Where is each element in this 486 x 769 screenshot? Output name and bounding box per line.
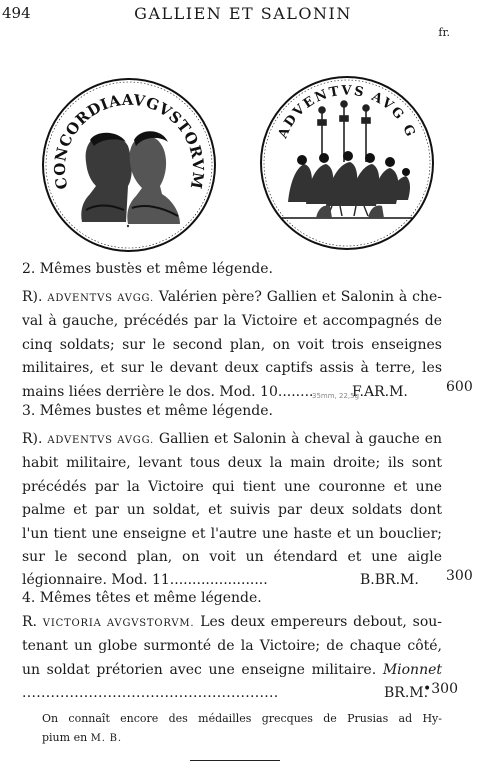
footnote <box>42 709 442 748</box>
footnote-line-1: On connaît encore des médailles grecques de Prusias ad Hy- <box>42 712 442 725</box>
entry-3-line-6: sur le second plan, on voit un étendard et une aigle <box>22 549 442 566</box>
entry-2-last-line: mains liées derrière le dos. Mod. 10........ <box>22 383 314 400</box>
coin-illustrations <box>0 76 486 256</box>
entry-3-line-4: palme et par un soldat, et suivis par deux soldats dont <box>22 502 442 519</box>
running-head: GALLIEN ET SALONIN <box>134 4 352 23</box>
entry-4-line-2: tenant un globe surmonté de la Victoire; de chaque côté, <box>22 638 442 655</box>
entry-2-price: 600 <box>446 379 473 395</box>
entry-4-price: •300 <box>423 681 458 697</box>
entry-3 <box>22 400 442 423</box>
entry-2-line-3: cinq soldats; sur le second plan, on voit trois enseignes <box>22 336 442 353</box>
entry-4-line-1-text: Les deux empereurs debout, sou- <box>200 614 443 630</box>
entry-2-line-4: militaires, et sur le devant deux captifs assis à terre, les <box>22 360 442 377</box>
entry-4-line-4 <box>22 682 442 705</box>
footnote-line-2-text: pium en <box>42 731 88 744</box>
entry-4-reverse <box>22 611 442 706</box>
entry-4 <box>22 587 442 610</box>
coin-obverse-illustration <box>40 76 218 254</box>
entry-2-reverse <box>22 286 442 404</box>
entry-4-line-3 <box>22 659 442 682</box>
footnote-line-2 <box>42 728 442 748</box>
entry-3-line-2: habit militaire, levant tous deux la main droite; ils sont <box>22 455 442 472</box>
entry-4-line-1 <box>22 611 442 635</box>
entry-3-line-1-text: Gallien et Salonin à cheval à gauche en <box>158 431 443 447</box>
entry-4-obverse: 4. Mêmes têtes et même légende. <box>22 590 262 606</box>
reverse-legend: ADVENTVS AVGG. <box>47 435 154 446</box>
entry-4-line-3-text: un soldat prétorien avec une enseigne militaire. <box>22 661 377 678</box>
entry-2-metal: F.AR.M. <box>352 383 408 400</box>
footnote-module: M. B. <box>90 733 122 744</box>
entry-3-metal: B.BR.M. <box>360 572 419 589</box>
coin-obverse-legend: CONCORDIAAVGVSTORVM <box>50 90 208 191</box>
entry-3-line-1 <box>22 428 442 452</box>
reverse-mark: R). <box>22 431 43 447</box>
coin-reverse-legend: ADVENTVS AVG G <box>275 83 419 141</box>
entry-3-price: 300 <box>446 568 473 584</box>
page-number: 494 <box>2 4 31 22</box>
entry-2-line-1-text: Valérien père? Gallien et Salonin à che- <box>158 289 443 305</box>
entry-3-reverse <box>22 428 442 593</box>
entry-2-line-2: val à gauche, précédés par la Victoire et accompagnés de <box>22 313 442 330</box>
entry-4-author: Mionnet <box>382 661 442 678</box>
pencil-annotation: 35mm, 22,5g <box>312 392 360 400</box>
reverse-legend: ADVENTVS AVGG. <box>47 293 154 304</box>
entry-3-line-3: précédés par la Victoire qui tient une couronne et une <box>22 478 442 495</box>
coin-reverse-illustration <box>258 74 436 252</box>
entry-2-obverse: 2. Mêmes bustes et même légende. <box>22 261 273 277</box>
entry-3-obverse: 3. Mêmes bustes et même légende. <box>22 403 273 419</box>
closing-rule <box>190 760 280 761</box>
entry-3-line-5: l'un tient une enseigne et l'autre une haste et un bouclier; <box>22 525 442 542</box>
entry-2 <box>22 258 442 281</box>
reverse-legend: VICTORIA AVGVSTORVM. <box>42 618 195 629</box>
entry-2-line-1 <box>22 286 442 310</box>
entry-4-last-line: ...................................................... <box>22 685 279 702</box>
entry-4-metal: BR.M. <box>384 685 429 702</box>
corner-note: fr. <box>438 26 450 39</box>
entry-3-last-line: légionnaire. Mod. 11...................... <box>22 572 268 589</box>
reverse-mark: R). <box>22 289 43 305</box>
reverse-mark: R. <box>22 614 37 630</box>
